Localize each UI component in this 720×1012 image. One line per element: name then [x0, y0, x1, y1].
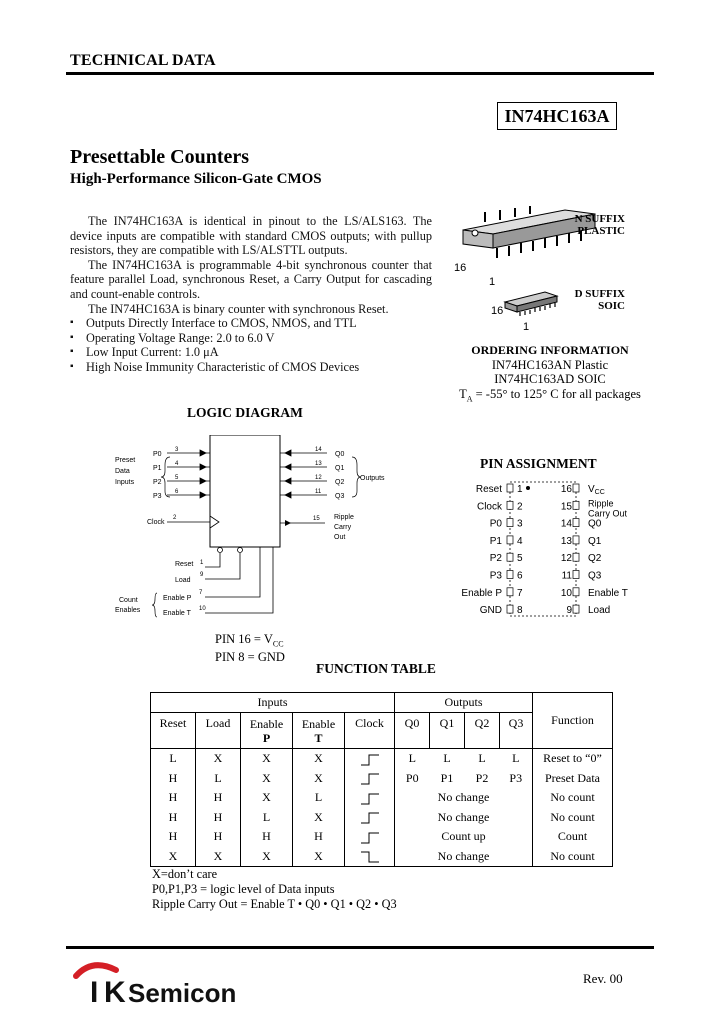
enable-p-cell: H	[241, 827, 293, 847]
preset-label: Data	[115, 468, 130, 475]
feature-item: ▪ Operating Voltage Range: 2.0 to 6.0 V	[70, 331, 432, 346]
output-pin-number: 13	[315, 461, 322, 467]
table-row	[151, 769, 613, 789]
pin-name-right: Load	[588, 605, 611, 617]
table-row	[151, 827, 613, 847]
load-pin-number: 9	[200, 572, 204, 578]
enable-t-cell: X	[293, 749, 345, 769]
load-cell: H	[196, 788, 241, 808]
pin-stub	[507, 588, 513, 596]
enable-p-pin-number: 7	[199, 590, 203, 596]
input-label-p0: P0	[153, 451, 162, 458]
pin-number-right: 11	[561, 570, 572, 582]
ik-semicon-logo	[72, 956, 262, 1006]
enable-p-cell: X	[241, 769, 293, 789]
enables-brace	[152, 593, 157, 617]
column-header: Enable P	[241, 713, 293, 749]
q1-cell: P1	[440, 770, 454, 785]
output-arrow-icon	[285, 492, 291, 498]
pin-number-left: 4	[517, 535, 523, 547]
output-label-q3: Q3	[335, 493, 345, 500]
pin-number-right: 9	[566, 605, 572, 617]
reset-bubble	[218, 548, 223, 553]
pin-number-right: 15	[560, 501, 572, 513]
revision-label: Rev. 00	[583, 971, 623, 986]
clock-cell	[345, 769, 395, 789]
pin-assignment-diagram	[450, 478, 660, 620]
pin-name-left: P3	[489, 570, 502, 582]
enable-p-cell: X	[241, 749, 293, 769]
load-cell: X	[196, 847, 241, 867]
function-cell: Count	[533, 827, 613, 847]
ordering-line: IN74HC163AD SOIC	[494, 372, 606, 386]
n-suffix-label: N SUFFIX PLASTIC	[574, 213, 625, 237]
function-table-heading: FUNCTION TABLE	[316, 661, 436, 676]
output-arrow-icon	[285, 464, 291, 470]
clock-cell	[345, 788, 395, 808]
dip-pin1-label: 1	[489, 276, 496, 288]
clock-rise-edge-icon	[357, 750, 383, 768]
outputs-merged-cell: No change	[395, 788, 533, 808]
outputs-brace	[352, 457, 361, 497]
pin-number-left: 7	[517, 587, 523, 599]
output-label-q1: Q1	[335, 465, 345, 472]
clock-input-label: Clock	[147, 519, 165, 526]
enable-t-label: Enable T	[163, 610, 191, 617]
enable-p-label: Enable P	[163, 595, 192, 602]
pin-name-right: Enable T	[588, 587, 628, 599]
table-notes	[152, 867, 397, 912]
input-arrow-icon	[200, 492, 206, 498]
load-cell: H	[196, 808, 241, 828]
q2-cell: P2	[475, 770, 489, 785]
function-cell: Preset Data	[533, 769, 613, 789]
enable-p-cell: X	[241, 788, 293, 808]
page-subtitle: High-Performance Silicon-Gate CMOS	[70, 171, 322, 187]
power-pin-note: PIN $16 = V_{CC}$ PIN 8 = GND	[215, 632, 285, 664]
pin-stub	[507, 501, 513, 509]
logic-diagram-heading: LOGIC DIAGRAM	[187, 405, 303, 420]
pin-name-left: Reset	[475, 484, 502, 495]
pin-number-left: 8	[517, 605, 523, 617]
enable-t-cell: X	[293, 808, 345, 828]
table-row	[151, 749, 613, 769]
output-label-q0: Q0	[335, 451, 345, 458]
pin-stub	[573, 484, 579, 492]
ripple-label: Carry	[334, 524, 352, 531]
part-number-box: IN74HC163A	[497, 102, 617, 130]
footer-rule	[66, 946, 654, 949]
input-label-p3: P3	[153, 493, 162, 500]
pin-number-right: 10	[560, 587, 572, 599]
reset-cell: H	[151, 808, 196, 828]
reset-input-label: Reset	[175, 561, 194, 568]
pin-stub	[573, 519, 579, 527]
pin-name-right: $V_{CC}$	[588, 484, 605, 496]
ordering-heading: ORDERING INFORMATION	[471, 343, 629, 357]
q1-cell: L	[443, 751, 451, 766]
clock-rise-edge-icon	[357, 808, 383, 826]
pin-stub	[573, 536, 579, 544]
pin-name-right: Q1	[588, 535, 602, 547]
clock-cell	[345, 808, 395, 828]
d-suffix-label: D SUFFIX SOIC	[574, 288, 625, 312]
outputs-label: Outputs	[360, 475, 385, 482]
pin-number-right: 14	[560, 518, 572, 530]
reset-cell: L	[151, 749, 196, 769]
load-cell: H	[196, 827, 241, 847]
feature-item: ▪ Low Input Current: 1.0 μA	[70, 345, 432, 360]
reset-cell: H	[151, 769, 196, 789]
pin-stub	[507, 519, 513, 527]
enable-t-pin-number: 10	[199, 606, 206, 612]
pin-stub	[507, 605, 513, 613]
pin-name-right-line2: Carry Out	[588, 508, 628, 519]
table-row	[151, 847, 613, 867]
pin-stub	[573, 571, 579, 579]
function-column-header: Function	[533, 693, 613, 749]
load-cell: L	[196, 769, 241, 789]
column-header: Q2	[465, 713, 500, 749]
pin-number-left: 3	[517, 518, 523, 530]
outputs-merged-cell: Count up	[395, 827, 533, 847]
clock-cell	[345, 749, 395, 769]
count-enables-label: Enables	[115, 607, 141, 614]
logo-text: Semicon	[128, 978, 237, 1006]
count-enables-label: Count	[119, 597, 138, 604]
pin-stub	[507, 571, 513, 579]
pin-assignment-heading: PIN ASSIGNMENT	[480, 456, 597, 471]
column-header: Load	[196, 713, 241, 749]
table-row	[151, 788, 613, 808]
pin-number-left: 2	[517, 501, 523, 513]
soic-pin1-label: 1	[523, 321, 530, 333]
enable-p-cell: L	[241, 808, 293, 828]
reset-pin-number: 1	[200, 560, 204, 566]
q3-cell: P3	[500, 769, 533, 789]
output-arrow-icon	[285, 478, 291, 484]
counter-block	[210, 435, 280, 547]
input-label-p2: P2	[153, 479, 162, 486]
pin-stub	[573, 553, 579, 561]
note-line: P0,P1,P3 = logic level of Data inputs	[152, 882, 335, 896]
note-line: Ripple Carry Out = Enable T • Q0 • Q1 • Q2 • Q3	[152, 897, 397, 911]
output-pin-number: 12	[315, 475, 322, 481]
input-pin-number: 5	[175, 475, 179, 481]
pin-name-left: P1	[489, 535, 502, 547]
enable-t-cell: X	[293, 847, 345, 867]
q0-cell: L	[408, 751, 416, 766]
load-bubble	[238, 548, 243, 553]
clock-fall-edge-icon	[357, 847, 383, 865]
input-pin-number: 3	[175, 447, 179, 453]
pin1-dot	[526, 486, 530, 490]
pin-stub	[573, 605, 579, 613]
q0-cell: P0	[405, 770, 419, 785]
enable-p-cell: X	[241, 847, 293, 867]
clock-rise-edge-icon	[357, 828, 383, 846]
load-cell: X	[196, 749, 241, 769]
input-pin-number: 6	[175, 489, 179, 495]
column-header: Clock	[345, 713, 395, 749]
enable-t-cell: X	[293, 769, 345, 789]
input-arrow-icon	[200, 464, 206, 470]
feature-item: ▪ Outputs Directly Interface to CMOS, NMOS, and TTL	[70, 316, 432, 331]
output-pin-number: 11	[315, 489, 322, 495]
enable-t-cell: H	[293, 827, 345, 847]
pin-name-left: Enable P	[461, 587, 502, 599]
feature-item: ▪ High Noise Immunity Characteristic of CMOS Devices	[70, 360, 432, 375]
function-cell: No count	[533, 847, 613, 867]
input-arrow-icon	[200, 450, 206, 456]
svg-text:K: K	[104, 976, 126, 1006]
output-arrow-icon	[285, 450, 291, 456]
function-cell: Reset to “0”	[533, 749, 613, 769]
feature-list	[70, 316, 432, 374]
ordering-temp-line: $T_A = -55^\circ$ to 125° C for all packages	[459, 386, 641, 403]
clock-cell	[345, 847, 395, 867]
svg-text:I: I	[90, 976, 99, 1006]
clock-cell	[345, 827, 395, 847]
function-cell: No count	[533, 808, 613, 828]
page-title: Presettable Counters	[70, 146, 250, 168]
pin-name-left: GND	[479, 605, 502, 617]
pin-number-right: 16	[560, 484, 572, 495]
clock-pin-number: 2	[173, 515, 177, 521]
outputs-group-header: Outputs	[395, 693, 533, 713]
pin-name-left: P2	[489, 553, 502, 565]
clock-rise-edge-icon	[357, 789, 383, 807]
description-paragraph-2: The IN74HC163A is programmable 4-bit synchronous counter that feature parallel Load, synchronous Reset, a Carry Output for cascading and count-enable controls.	[70, 257, 432, 301]
pin-name-left: Clock	[476, 501, 502, 513]
soic-pin16-label: 16	[491, 305, 504, 317]
outputs-merged-cell: No change	[395, 847, 533, 867]
q3-cell: L	[500, 749, 533, 769]
description	[70, 214, 432, 375]
column-header: Reset	[151, 713, 196, 749]
pin-name-left: P0	[489, 518, 502, 530]
logic-diagram	[105, 435, 405, 635]
input-pin-number: 4	[175, 461, 179, 467]
q2-cell: L	[478, 751, 486, 766]
function-cell: No count	[533, 788, 613, 808]
pin-stub	[507, 553, 513, 561]
output-label-q2: Q2	[335, 479, 345, 486]
ripple-pin-number: 15	[313, 516, 320, 522]
pin-number-left: 6	[517, 570, 523, 582]
input-arrow-icon	[200, 478, 206, 484]
output-pin-number: 14	[315, 447, 322, 453]
reset-cell: X	[151, 847, 196, 867]
pin-number-left: 1	[517, 484, 523, 495]
pin-stub	[507, 536, 513, 544]
reset-cell: H	[151, 788, 196, 808]
note-line: X=don’t care	[152, 867, 218, 881]
reset-cell: H	[151, 827, 196, 847]
logo-swoosh-icon	[76, 965, 116, 976]
outputs-merged-cell: No change	[395, 808, 533, 828]
column-header: Q1	[430, 713, 465, 749]
pin-number-right: 12	[560, 553, 572, 565]
header-rule	[66, 72, 654, 75]
pin-stub	[573, 588, 579, 596]
ripple-label: Out	[334, 534, 346, 541]
preset-label: Preset	[115, 457, 136, 464]
column-header: Q0	[395, 713, 430, 749]
clock-rise-edge-icon	[357, 769, 383, 787]
description-paragraph-1: The IN74HC163A is identical in pinout to the LS/ALS163. The device inputs are compatible with standard CMOS outputs; with pullup resistors, they are compatible with LS/ALSTTL outputs.	[70, 214, 432, 258]
pin-name-right: Ripple	[588, 498, 614, 509]
pin-name-right: Q2	[588, 553, 602, 565]
pin-number-left: 5	[517, 553, 523, 565]
ordering-line: IN74HC163AN Plastic	[491, 357, 609, 372]
description-paragraph-3: The IN74HC163A is binary counter with synchronous Reset.	[88, 301, 389, 316]
dip-pin16-label: 16	[454, 262, 467, 274]
load-input-label: Load	[175, 577, 191, 584]
inputs-brace	[161, 457, 170, 497]
pin-number-right: 13	[560, 535, 572, 547]
pin-name-right: Q0	[588, 518, 602, 530]
pin-name-right: Q3	[588, 570, 602, 582]
input-label-p1: P1	[153, 465, 162, 472]
function-table	[150, 692, 613, 867]
pin-stub	[573, 501, 579, 509]
header-label: TECHNICAL DATA	[70, 52, 216, 69]
inputs-group-header: Inputs	[151, 693, 395, 713]
column-header: Q3	[500, 713, 533, 749]
enable-t-cell: L	[293, 788, 345, 808]
preset-label: Inputs	[115, 479, 135, 486]
clock-triangle	[210, 516, 219, 528]
table-row	[151, 808, 613, 828]
ripple-label: Ripple	[334, 514, 354, 521]
ordering-information	[440, 343, 660, 407]
column-header: Enable T	[293, 713, 345, 749]
pin-stub	[507, 484, 513, 492]
